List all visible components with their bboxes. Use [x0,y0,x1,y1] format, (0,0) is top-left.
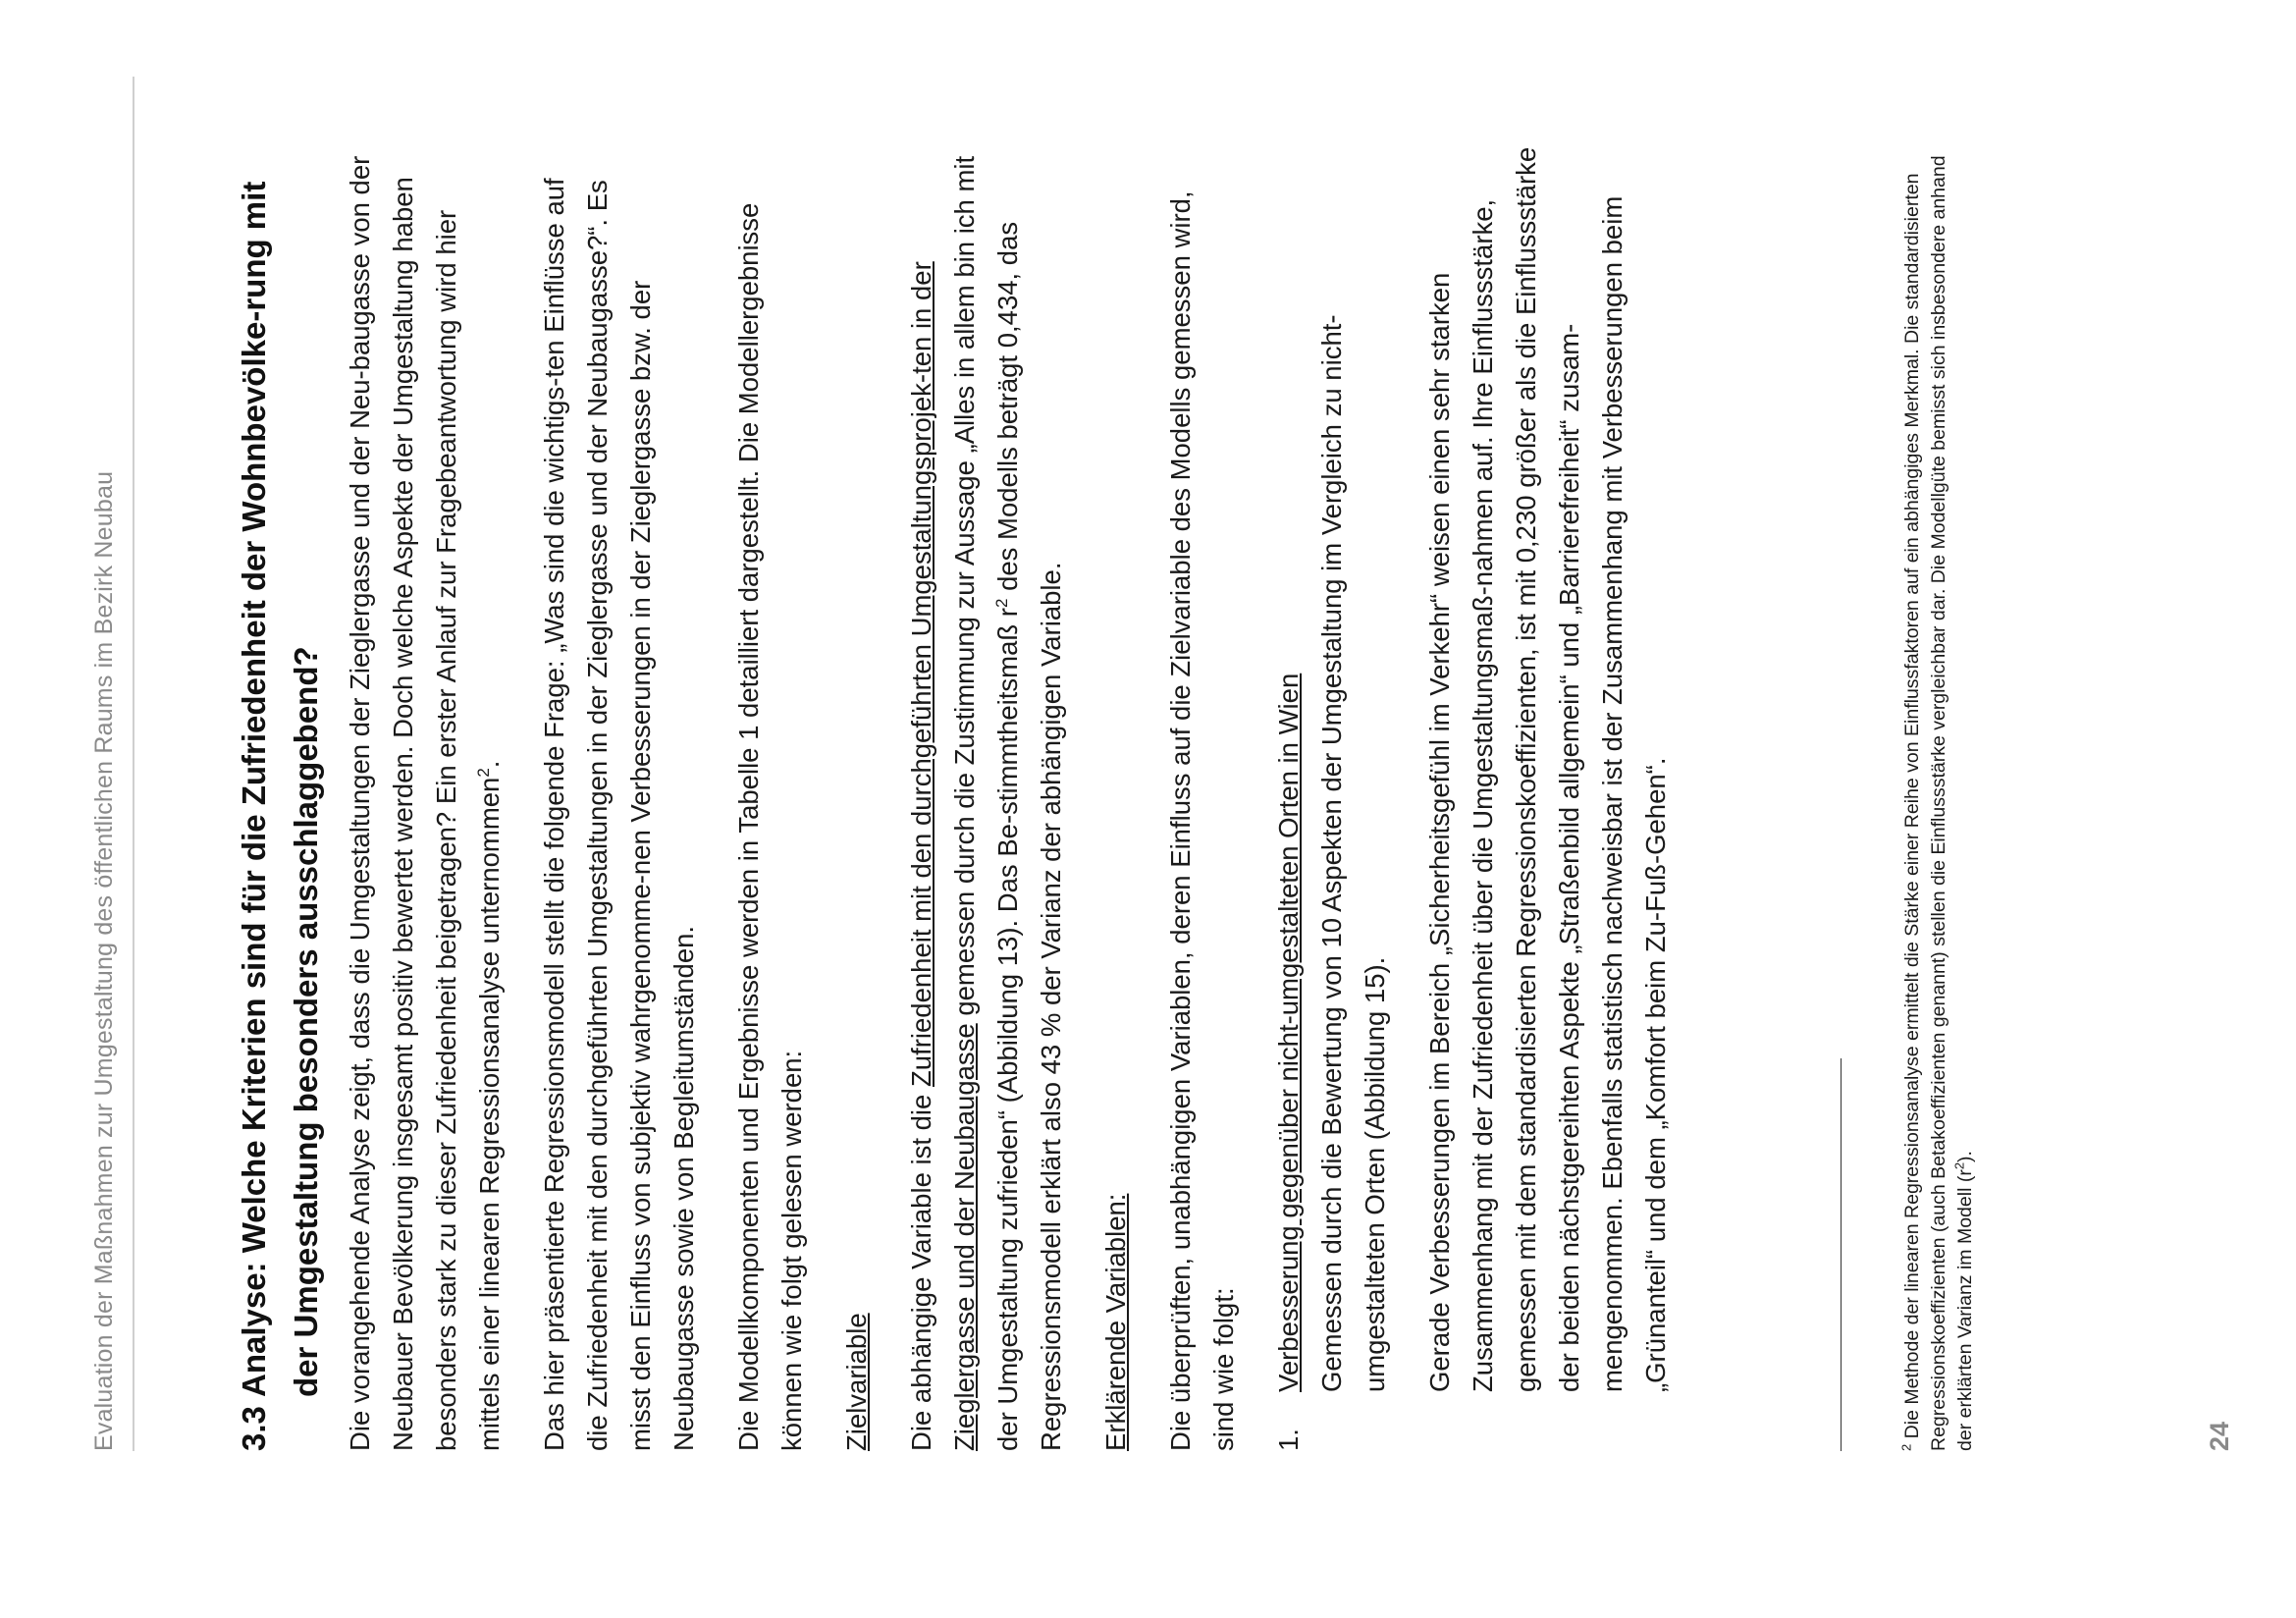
footnote-marker: 2 [1898,1443,1914,1451]
variables-list [1267,145,1678,1451]
list-item [1267,145,1678,1451]
paragraph-model-question: Das hier präsentierte Regressionsmodell stellt die folgende Frage: „Was sind die wichtigs-ten Einflüsse auf die Zufriedenheit mit den durchgeführten Umgestaltungen in der Zieglergasse und der Neubaugasse?“. Es misst den Einfluss von subjektiv wahrgenomme-nen Verbesserungen in der Zieglergasse bzw. der Neubaugasse sowie von Begleitumständen. [539,178,699,1451]
list-item-title: Verbesserung gegenüber nicht-umgestalteten Orten in Wien [1273,673,1304,1392]
section-heading [228,175,332,1451]
running-header: Evaluation der Maßnahmen zur Umgestaltung des öffentlichen Raums im Bezirk Neubau [90,470,118,1451]
paragraph-intro-text: Die vorangehende Analyse zeigt, dass die Umgestaltungen der Zieglergasse und der Neu-baugasse von der Neubauer Bevölkerung insgesamt positiv bewertet werden. Doch welche Aspekte der Umgestaltung haben besonders stark zu dieser Zufriedenheit beigetragen? Ein erster Anlauf zur Fragebeantwortung wird hier mittels einer linearen Regressionsanalyse unternommen [345,155,505,1451]
footnote-divider [1841,1058,1842,1451]
section-title: Analyse: Welche Kriterien sind für die Zufriedenheit der Wohnbevölke-rung mit der Umgestaltung besonders ausschlaggebend? [236,181,324,1397]
paragraph-dependent-variable [900,145,1073,1451]
paragraph-independent-variables: Die überprüften, unabhängigen Variablen, deren Einfluss auf die Zielvariable des Modells gemessen wird, sind wie folgt: [1165,190,1239,1451]
dependent-variable-text-b: gemessen durch die Zustimmung zur Aussage „Alles in allem bin ich mit der Umgestaltung zufrieden“ (Abbildung 13). Das Be-stimmtheitsmaß r [949,155,1023,1451]
section-number: 3.3 [236,1406,272,1451]
list-item-text: Gemessen durch die Bewertung von 10 Aspekten der Umgestaltung im Vergleich zu nicht-umgestalteten Orten (Abbildung 15). [1316,314,1390,1392]
dependent-variable-text-a: Die abhängige Variable ist die [906,1087,936,1451]
footnote-text: Die Methode der linearen Regressionsanalyse ermittelt die Stärke einer Reihe von Einflussfaktoren auf ein abhängiges Merkmal. Die standardisierten Regressionskoeffizienten (auch Betakoeffizienten genannt) stellen die Einflussstärke vergleichbar dar. Die Modellgüte bemisst sich insbesondere anhand der erklärten Varianz im Modell (r [1901,155,1976,1451]
dependent-variable-text-c: des Modells beträgt 0,434, das Regressionsmodell erklärt also 43 % der Varianz der abhängigen Variable. [992,221,1066,1451]
header-divider [133,77,134,1451]
paragraph-intro [339,145,511,1451]
footnote-end: ). [1954,1151,1976,1162]
list-item-paragraph: Gerade Verbesserungen im Bereich „Sicherheitsgefühl im Verkehr“ weisen einen sehr starken Zusammenhang mit der Zufriedenheit über die Umgestaltungsmaß-nahmen auf. Ihre Einflussstärke, gemessen mit dem standardisierten Regressionskoeffizienten, ist mit 0,230 größer als die Einflussstärke der beiden nächstgereihten Aspekte „Straßenbild allgemein“ und „Barrierefreiheit“ zusam-mengenommen. Ebenfalls statistisch nachweisbar ist der Zusammenhang mit Verbesserungen beim „Grünanteil“ und dem „Komfort beim Zu-Fuß-Gehen“. [1424,146,1671,1392]
subheading-zielvariable: Zielvariable [841,1313,872,1451]
page-number: 24 [2205,1421,2234,1451]
footnote [1899,155,1979,1451]
paragraph-model-components: Die Modellkomponenten und Ergebnisse werden in Tabelle 1 detailliert dargestellt. Die Modellergebnisse können wie folgt gelesen werden: [733,202,807,1451]
r-squared-superscript: 2 [991,598,1011,609]
footnote-superscript: 2 [1951,1161,1967,1170]
paragraph-intro-end: . [474,760,505,769]
footnote-ref[interactable]: 2 [473,768,493,778]
list-marker: 1. [1273,1429,1304,1451]
dependent-variable-underlined: Zufriedenheit mit den durchgeführten Umgestaltungsprojek-ten in der Zieglergasse und der Neubaugasse [906,261,980,1451]
body-text [339,145,1699,1451]
subheading-erklaerende-variablen: Erklärende Variablen: [1100,1193,1131,1451]
